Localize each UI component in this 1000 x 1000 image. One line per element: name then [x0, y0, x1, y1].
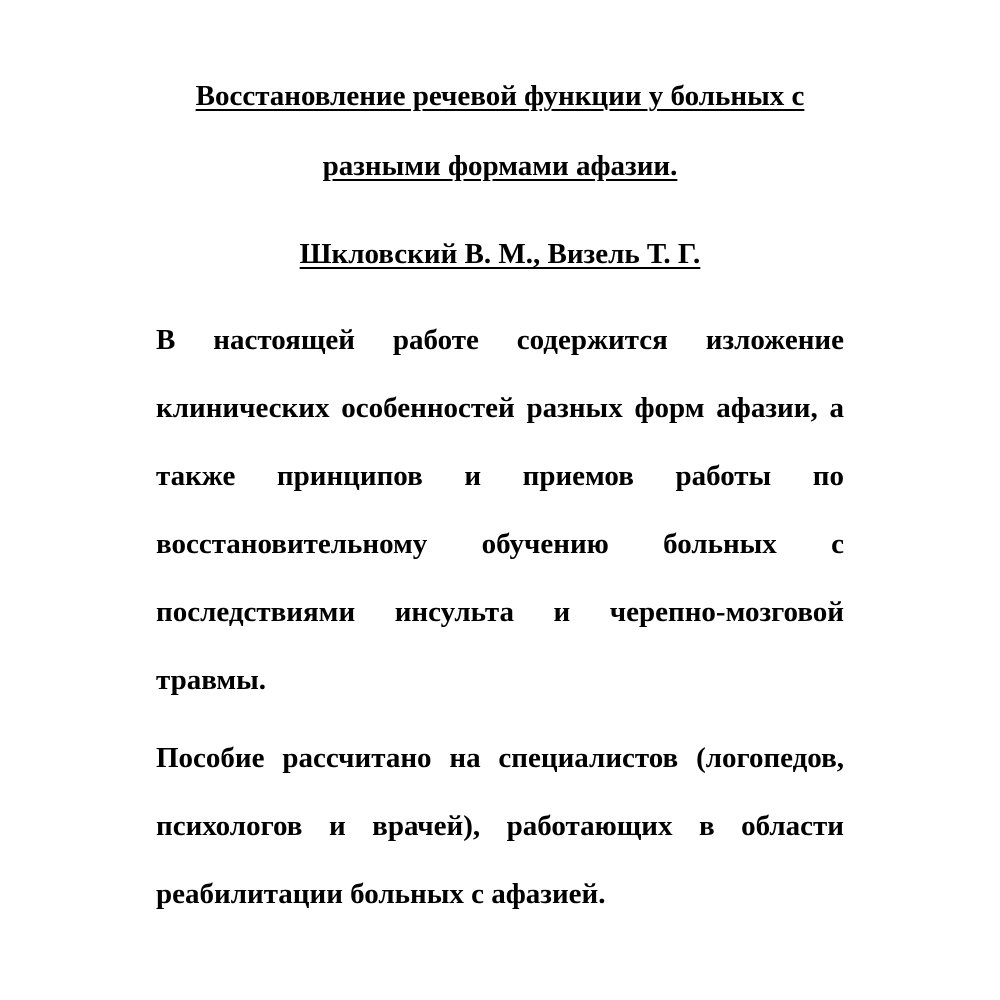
title-line-1: Восстановление речевой функции у больных с [195, 80, 805, 112]
paragraph-audience: Пособие рассчитано на специалистов (логопедов, психологов и врачей), работающих в области реабилитации больных с афазией. [156, 742, 844, 910]
paragraph-abstract: В настоящей работе содержится изложение клинических особенностей разных форм афазии, а также принципов и приемов работы по восстановительному обучению больных с последствиями инсульта и черепно-мозговой травмы. [156, 324, 844, 696]
title-line-2: разными формами афазии. [322, 150, 678, 182]
authors: Шкловский В. М., Визель Т. Г. [299, 238, 701, 270]
